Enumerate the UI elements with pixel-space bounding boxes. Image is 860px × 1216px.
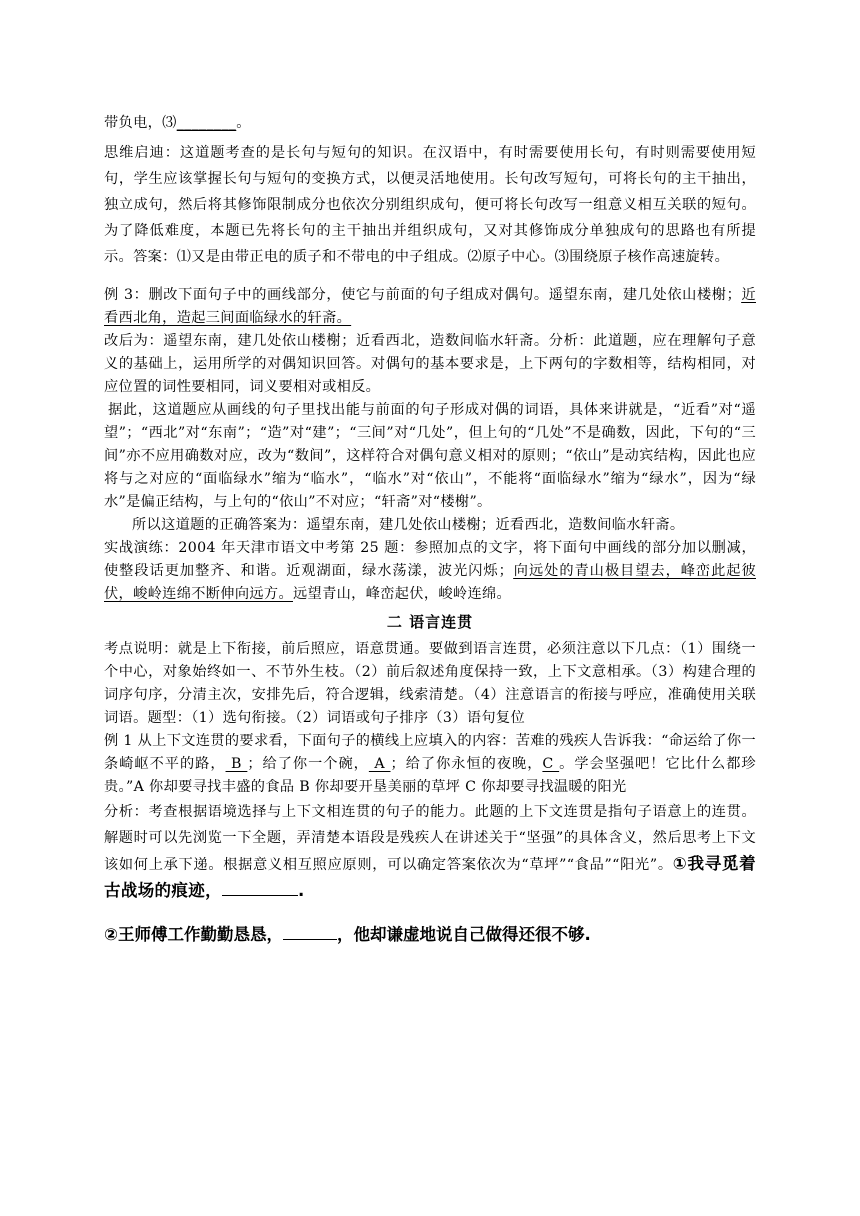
text: ②王师傅工作勤勤恳恳， bbox=[104, 925, 283, 944]
text: ，他却谦虚地说自己做得还很不够. bbox=[336, 925, 591, 944]
exercise-blank bbox=[283, 925, 337, 940]
text: 例 3：删改下面句子中的画线部分，使它与前面的句子组成对偶句。遥望东南，建几处依山楼榭； bbox=[104, 287, 742, 303]
blank-line: ________ bbox=[176, 115, 237, 131]
spacer bbox=[104, 270, 756, 284]
answer-blank: C bbox=[542, 756, 560, 772]
paragraph-key-points: 考点说明：就是上下衔接，前后照应，语意贯通。要做到语言连贯，必须注意以下几点：（1）围绕一个中心，对象始终如一、不节外生枝。（2）前后叙述角度保持一致，上下文意相承。（3）构建合理的词序句序，分清主次，安排先后，符合逻辑，线索清楚。（4）注意语言的衔接与呼应，准确使用关联词语。题型：（1）选句衔接。（2）词语或句子排序（3）语句复位 bbox=[104, 641, 756, 726]
answer-blank: A bbox=[368, 756, 391, 772]
paragraph-thinking: 思维启迪：这道题考查的是长句与短句的知识。在汉语中，有时需要使用长句，有时则需要使用短句，学生应该掌握长句与短句的变换方式，以便灵活地使用。长句改写短句，可将长句的主干抽出，独立成句，然后将其修饰限制成分也依次分别组织成句，便可将长句改写一组意义相互关联的短句。为了降低难度，本题已先将长句的主干抽出并组织成句，又对其修饰成分单独成句的思路也有所提示。答案：⑴又是由带正电的质子和不带电的中子组成。⑵原子中心。⑶围绕原子核作高速旋转。 bbox=[104, 145, 756, 265]
section-heading: 二 语言连贯 bbox=[386, 613, 474, 631]
text: 实战演练：2004 年天津市语文中考第 25 题：参照加点的文字，将下面句中画线的部分加以删减，使整段话更加整齐、和谐。近观湖面，绿水荡漾，波光闪烁； bbox=[104, 540, 756, 579]
paragraph-answer-3 bbox=[104, 110, 756, 136]
paragraph-revision: 改后为：遥望东南，建几处依山楼榭；近看西北，造数间临水轩斋。分析：此道题，应在理解句子意义的基础上，运用所学的对偶知识回答。对偶句的基本要求是，上下两句的字数相等，结构相同，对应位置的词性要相同，词义要相对或相反。 bbox=[104, 333, 756, 395]
underlined-sentence: 近看西北角，造起三间面临绿水的轩斋。 bbox=[104, 287, 756, 326]
paragraph-answer: 所以这道题的正确答案为：遥望东南，建几处依山楼榭；近看西北，造数间临水轩斋。 bbox=[132, 517, 685, 533]
paragraph-explanation: 据此，这道题应从画线的句子里找出能与前面的句子形成对偶的词语，具体来讲就是，“近看”对“遥望”；“西北”对“东南”；“造”对“建”；“三间”对“几处”，但上句的“几处”不是确数，因此，下句的“三间”亦不应用确数对应，改为“数间”，这样符合对偶句意义相对的原则；“依山”是动宾结构，因此也应将与之对应的“面临绿水”缩为“临水”，“临水”对“依山”，不能将“面临绿水”缩为“绿水”，因为“绿水”是偏正结构，与上句的“依山”不对应；“轩斋”对“楼榭”。 bbox=[104, 402, 756, 510]
exercise-1: ①我寻觅着古战场的痕迹， bbox=[104, 854, 756, 900]
text: 。学会坚强吧！它比什么都珍贵。”A 你却要寻找丰盛的食品 B 你却要开垦美丽的草坪 C 你却要寻找温暖的阳光 bbox=[104, 756, 756, 795]
text: 分析：考查根据语境选择与上下文相连贯的句子的能力。此题的上下文连贯是指句子语意上的连贯。解题时可以先浏览一下全题，弄清楚本语段是残疾人在讲述关于“坚强”的具体含义，然后思考上下文该如何上承下递。根据意义相互照应原则，可以确定答案依次为“草坪”“食品”“阳光”。 bbox=[104, 804, 756, 873]
exercise-2 bbox=[104, 911, 756, 959]
paragraph-analysis bbox=[104, 799, 756, 905]
paragraph-example-1 bbox=[104, 730, 756, 799]
underlined-sentence: 向远处的青山极目望去，峰峦此起彼伏，峻岭连绵不断伸向远方。 bbox=[104, 563, 756, 602]
text: ；给了你一个碗， bbox=[247, 756, 369, 772]
text: . bbox=[297, 881, 305, 900]
text: 带负电，⑶ bbox=[104, 115, 177, 131]
answer-blank: B bbox=[225, 756, 248, 772]
text: ；给了你永恒的夜晚， bbox=[390, 756, 543, 772]
text: 例 1 从上下文连贯的要求看，下面句子的横线上应填入的内容：苦难的残疾人告诉我：“命运给了你一条崎岖不平的路， bbox=[104, 733, 756, 772]
document-page bbox=[104, 110, 756, 959]
exercise-blank bbox=[222, 881, 298, 896]
text: 远望青山，峰峦起伏，峻岭连绵。 bbox=[293, 586, 512, 602]
paragraph-practice bbox=[104, 537, 756, 606]
text: 。 bbox=[236, 115, 251, 131]
paragraph-example-3 bbox=[104, 284, 756, 330]
